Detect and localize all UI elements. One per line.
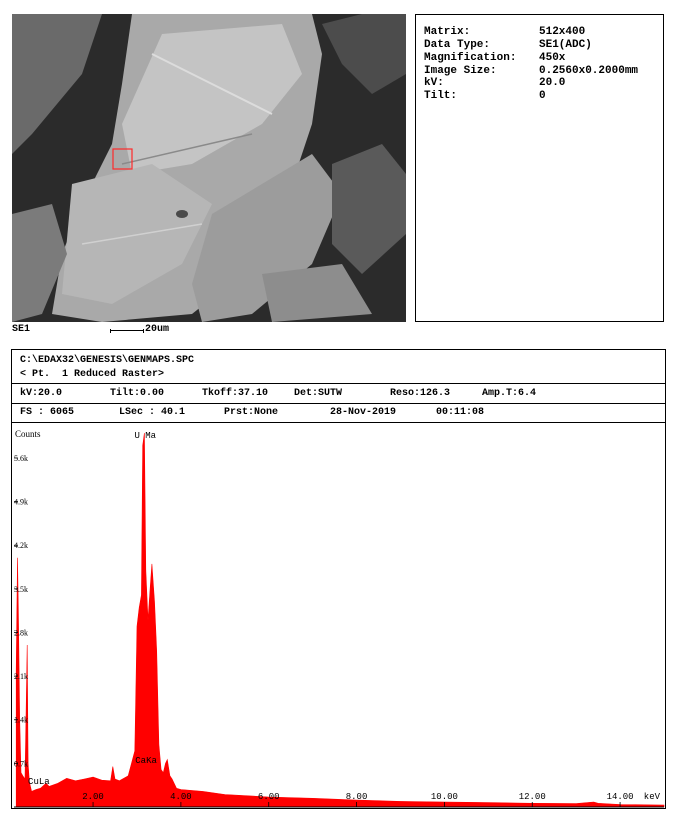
reso-field: Reso:126.3 [390, 388, 451, 399]
x-tick-label: 4.00 [170, 792, 192, 802]
lsec-field: LSec : 40.1 [119, 407, 186, 418]
meta-value: 0.2560x0.2000mm [539, 65, 639, 77]
spectrum-chart [12, 423, 665, 809]
file-path: C:\EDAX32\GENESIS\GENMAPS.SPC [20, 355, 195, 366]
meta-key: Matrix: [424, 26, 471, 38]
y-tick-label: 4.9k [14, 497, 28, 507]
x-tick-label: 14.00 [606, 792, 634, 802]
date-field: 28-Nov-2019 [330, 407, 397, 418]
tilt-field: Tilt:0.00 [110, 388, 165, 399]
detector-label: SE1 [12, 324, 31, 335]
metadata-panel [415, 14, 664, 322]
y-tick-label: 2.1k [14, 672, 28, 682]
spectrum-subtitle: < Pt. 1 Reduced Raster> [20, 369, 165, 380]
y-tick-label: 4.2k [14, 541, 28, 551]
y-tick-label: 1.4k [14, 715, 28, 725]
spectrum-series [16, 433, 664, 807]
sem-image [12, 14, 406, 322]
peak-label: U Ma [134, 431, 157, 441]
meta-key: Magnification: [424, 52, 517, 64]
y-tick-label: 2.8k [14, 628, 28, 638]
scale-bar [110, 329, 144, 333]
y-tick-label: 0.7k [14, 759, 28, 769]
meta-value: 20.0 [539, 77, 566, 89]
meta-key: kV: [424, 77, 444, 89]
peak-label: CuLa [28, 777, 50, 787]
spectrum-panel [11, 349, 666, 809]
divider [12, 383, 665, 384]
x-tick-label: 8.00 [345, 792, 368, 802]
scale-label: 20um [145, 324, 170, 335]
meta-value: SE1(ADC) [539, 39, 592, 51]
x-tick-label: 2.00 [82, 792, 104, 802]
x-axis-label: keV [643, 792, 660, 802]
meta-value: 0 [539, 90, 546, 102]
time-field: 00:11:08 [436, 407, 485, 418]
meta-value: 512x400 [539, 26, 586, 38]
meta-key: Data Type: [424, 39, 491, 51]
peak-label: CaKa [135, 756, 157, 766]
x-tick-label: 10.00 [430, 792, 458, 802]
x-tick-label: 12.00 [518, 792, 546, 802]
meta-key: Image Size: [424, 65, 497, 77]
meta-value: 450x [539, 52, 566, 64]
y-tick-label: 5.6k [14, 453, 28, 463]
kv-field: kV:20.0 [20, 388, 63, 399]
prst-field: Prst:None [224, 407, 279, 418]
fs-field: FS : 6065 [20, 407, 75, 418]
y-tick-label: 3.5k [14, 584, 28, 594]
amp-field: Amp.T:6.4 [482, 388, 537, 399]
x-tick-label: 6.00 [257, 792, 280, 802]
tkoff-field: Tkoff:37.10 [202, 388, 269, 399]
y-axis-label: Counts [15, 429, 41, 439]
det-field: Det:SUTW [294, 388, 343, 399]
meta-key: Tilt: [424, 90, 458, 102]
divider [12, 403, 665, 404]
